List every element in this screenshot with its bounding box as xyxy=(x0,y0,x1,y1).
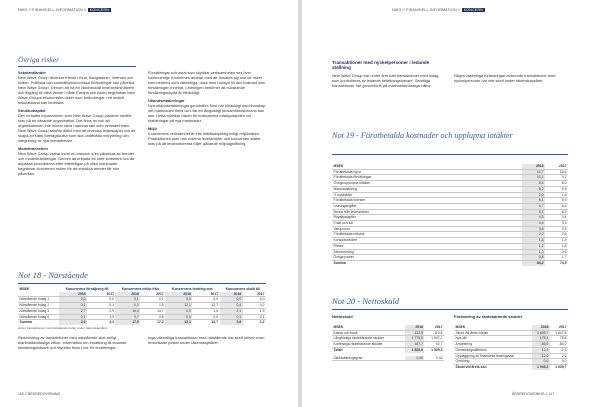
cell-value: 1,9 xyxy=(243,308,266,314)
cell-value: 5,1 xyxy=(522,198,545,204)
note-19-table xyxy=(332,164,568,266)
cell-value: 167,7 xyxy=(405,342,425,348)
cell-value: 14,7 xyxy=(522,169,545,175)
cell-value: 175,4 xyxy=(532,336,550,342)
cell-value: 0,1 xyxy=(59,303,87,309)
cell-value: 1,3 xyxy=(87,314,115,320)
note-18-table xyxy=(18,287,266,325)
debt-change-heading: Förändring av räntebärande skulder xyxy=(454,314,523,319)
cell-value: 3,8 xyxy=(522,226,545,232)
year-header: 2017 xyxy=(243,292,266,297)
net-debt-table xyxy=(332,325,444,361)
cell-value: 12,1 xyxy=(165,303,192,309)
row-label: Förutbetalda licenser xyxy=(332,198,522,204)
cell-value: 2,6 xyxy=(220,320,243,325)
year-header: 2018 xyxy=(522,164,545,169)
group-header: Koncernens fordring mot xyxy=(172,287,213,292)
cell-value: 4,4 xyxy=(522,221,545,227)
cell-value: 2,6 xyxy=(545,232,568,238)
row-label: Leasingavgifter xyxy=(332,203,522,209)
cell-value: 0,0 xyxy=(192,297,219,303)
row-label: Varuprover xyxy=(332,226,522,232)
year-header: 2017 xyxy=(424,325,444,330)
cell-value: 4,5 xyxy=(522,215,545,221)
note-18-rule xyxy=(18,283,266,284)
year-header: 2017 xyxy=(87,292,115,297)
cell-value: 0,0 xyxy=(532,359,550,365)
cell-value: 0,0 xyxy=(550,359,568,365)
paragraph xyxy=(148,98,266,123)
cell-value: 8,0 xyxy=(545,181,568,187)
cell-value: 1,9 xyxy=(545,238,568,244)
box-title: Transaktioner med nyckelpersoner i ledande ställning xyxy=(332,60,430,71)
cell-value: 0,0 xyxy=(192,314,219,320)
cell-value: 0,1 xyxy=(59,314,87,320)
row-label: Förutbetalda mässor xyxy=(332,232,522,238)
header-text: NWG // FINANSIELL INFORMATION // xyxy=(392,8,461,12)
row-label: Räntor xyxy=(332,243,522,249)
cell-value: 9,2 xyxy=(545,175,568,181)
cell-value: 2,9 xyxy=(59,320,87,325)
paragraph xyxy=(18,146,136,176)
page-footer-right: ÅRSREDOVISNING // 117 xyxy=(512,392,555,396)
row-label: Nya lån xyxy=(454,336,532,342)
cell-value: 74,5 xyxy=(559,260,567,265)
cell-value: 0,6 xyxy=(140,314,165,320)
paragraph-text: Försäkringar och avtal som skyddar verksamheten ses över kontinuerligt. Koncernen arbetar med att försäkra sig mot de risker som bedöms som väsentliga, dock med hänsyn till den kostnad som försäkringen innebär. Ledningen bedömer att nuvarande försäkringsskydd är tillräckligt. xyxy=(148,70,266,95)
cell-value: 1,2 xyxy=(522,243,545,249)
cell-value: 2,9 xyxy=(87,308,115,314)
cell-value: 0,0 xyxy=(59,297,87,303)
cell-value: 0,0 xyxy=(165,297,192,303)
paragraph xyxy=(18,70,136,105)
cell-value: 4,3 xyxy=(109,320,114,325)
right-page xyxy=(302,0,600,407)
cell-value: 2,0 xyxy=(522,192,545,198)
row-label: Förutbetalda försäkringar xyxy=(332,175,522,181)
subheading: Miljö xyxy=(148,126,157,131)
header-tag: KONCERN xyxy=(89,8,110,12)
section-title: Övriga risker xyxy=(18,55,60,64)
year-header: 2017 xyxy=(550,325,568,330)
row-label: Skuld vid årets slut xyxy=(455,364,487,369)
cell-value: 1 529,3 xyxy=(431,347,443,352)
cell-value: 2,6 xyxy=(550,353,568,359)
cell-value: 92,7 xyxy=(424,342,444,348)
cell-value: 17,2 xyxy=(157,320,164,325)
note-19-title: Not 19 - Förutbetalda kostnader och upplupna intäkter xyxy=(332,131,513,140)
cell-value: 12,9 xyxy=(532,347,550,353)
paragraph xyxy=(148,70,266,95)
cell-value: 14,7 xyxy=(140,308,165,314)
cell-value: -2,3 xyxy=(550,347,568,353)
cell-value: 0,0 xyxy=(165,308,192,314)
year-header: 2018 xyxy=(115,292,140,297)
subheading: Utlandsetableringar xyxy=(148,98,185,103)
cell-value: 6,2 xyxy=(545,209,568,215)
table-row xyxy=(332,260,568,265)
year-header: 2017 xyxy=(140,292,165,297)
header-text: NWG // FINANSIELL INFORMATION // xyxy=(18,8,87,12)
table-row xyxy=(18,320,266,325)
cell-value: 75,6 xyxy=(550,336,568,342)
cell-value: 0,45 xyxy=(405,356,425,361)
text-column-2 xyxy=(148,70,266,149)
note-18-body-right: Inga väsentliga transaktioner med närstående har skett utöver ovan redovisade poster under räkenskapsåret. xyxy=(148,335,265,345)
row-label: Bonus från leverantörer xyxy=(332,209,522,215)
left-page xyxy=(0,0,298,407)
year-header: 2018 xyxy=(532,325,550,330)
cell-value: -110,5 xyxy=(424,330,444,336)
year-header: 2018 xyxy=(220,292,243,297)
row-label: Uppläggning av finansiella leasingavtal xyxy=(454,353,532,359)
paragraph-text: Den fortsatta expansionen som New Wave Group planerat medför krav på en växande organisation. Det finns en risk att organisationen inte hinner växa i samma takt som verksamheten. New Wave Group arbetar aktivt med att utveckla ledarskapet och att skapa en stark företagskultur som ska underlätta rekrytering och integrering av nya medarbetare. xyxy=(18,113,136,143)
cell-value: 1 943,2 xyxy=(532,364,550,369)
cell-value: 13,6 xyxy=(545,169,568,175)
cell-value: 1 547,1 xyxy=(424,336,444,342)
paragraph xyxy=(18,108,136,143)
cell-value: 2,2 xyxy=(259,320,265,325)
net-debt-heading: Nettoskuld xyxy=(332,314,353,319)
row-label: Marknadsföring xyxy=(332,186,522,192)
cell-value: 12,1 xyxy=(165,320,192,325)
row-label: Kortfristiga räntebärande skulder xyxy=(332,342,405,348)
row-label: IT-kostnader xyxy=(332,192,522,198)
year-header: 2018 xyxy=(59,292,87,297)
cell-value: 0,1 xyxy=(220,314,243,320)
subheading: Sekulantländer xyxy=(18,70,46,75)
year-header: 2017 xyxy=(545,164,568,169)
cell-value: 3,9 xyxy=(545,221,568,227)
cell-value: 1 830,6 xyxy=(405,347,425,352)
row-label: Omföring xyxy=(454,359,532,365)
row-label: Omräkningsdifferens xyxy=(454,347,532,353)
cell-value: 0,7 xyxy=(115,314,140,320)
row-label: Övriga upplupna intäkter xyxy=(332,181,522,187)
row-label: Amortering xyxy=(454,342,532,348)
page-footer-left: 116 // ÅRSREDOVISNING xyxy=(18,392,61,396)
cell-value: 2,1 xyxy=(220,308,243,314)
cell-value: 0,1 xyxy=(243,314,266,320)
paragraph-text: New Wave Group tillverkar främst i Kina, Bangladesh, Vietnam och Indien. Politiska och samhällsekonomiska förändringar kan påverka New Wave Group. Genom att ha ett välutvecklat leverantörsnätverk och tillgång till olika länder i både Europa och Asien begränsas New Wave Groups ekonomiska risker som förändringar i ett enskilt sekulantland kan innebära. xyxy=(18,75,135,105)
cell-value: 1,0 xyxy=(192,308,219,314)
row-label: Totalt xyxy=(333,347,343,352)
cell-value: 6,5 xyxy=(545,186,568,192)
cell-value: 0,0 xyxy=(220,297,243,303)
cell-value: 12,0 xyxy=(532,353,550,359)
row-label: Summa xyxy=(333,260,346,265)
unit-label: MSEK xyxy=(19,287,30,291)
row-label: Abonnemang xyxy=(332,249,522,255)
year-header: 2018 xyxy=(405,325,425,330)
cell-value: 4,7 xyxy=(522,203,545,209)
cell-value: 1,8 xyxy=(545,243,568,249)
cell-value: 0,8 xyxy=(522,255,545,261)
cell-value: 12,7 xyxy=(192,303,219,309)
paragraph-text: New Wave Group verkar inom en bransch som påverkas av trender och modeförändringar. Genom att erbjuda ett brett sortiment och att anpassa produkterna efter efterfrågan på olika marknader begränsar koncernen risken för att enskilda trender får stor påverkan. xyxy=(18,151,135,176)
cell-value: 0,0 xyxy=(165,314,192,320)
note-18-body-left: Redovisning av transaktioner med närstående sker enligt marknadsmässiga villkor. Information om ersättning till ledande befattningshavare och styrelse finns i not för ersättningar. xyxy=(18,335,127,350)
unit-label: MSEK xyxy=(454,325,532,330)
row-label: Kassa och bank xyxy=(332,330,405,336)
row-label: Skuldsättningsgrad xyxy=(332,356,405,361)
paragraph xyxy=(148,126,266,146)
cell-value: -56,9 xyxy=(532,342,550,348)
year-header: 2017 xyxy=(192,292,219,297)
cell-value: 0,2 xyxy=(243,303,266,309)
cell-value: 84,2 xyxy=(522,260,545,265)
cell-value: 0,6 xyxy=(545,249,568,255)
row-label: Övriga poster xyxy=(332,255,522,261)
cell-value: 1,0 xyxy=(522,249,545,255)
row-label: Närstående bolag 4 xyxy=(18,314,59,320)
cell-value: -84,0 xyxy=(550,342,568,348)
cell-value: 10,1 xyxy=(522,175,545,181)
cell-value: 17,5 xyxy=(115,320,140,325)
page-header-left xyxy=(18,8,111,12)
row-label: Närstående bolag 2 xyxy=(18,303,59,309)
cell-value: 13,7 xyxy=(211,320,219,325)
debt-change-table xyxy=(454,325,568,370)
cell-value: 1,6 xyxy=(545,192,568,198)
row-label: Långfristiga räntebärande skulder xyxy=(332,336,405,342)
cell-value: 0,3 xyxy=(115,303,140,309)
cell-value: -112,5 xyxy=(405,330,425,336)
cell-value: 8,4 xyxy=(522,181,545,187)
subheading: Strukturkapital xyxy=(18,108,46,113)
cell-value: 2,7 xyxy=(59,308,87,314)
cell-value: 0,42 xyxy=(424,356,444,361)
note-18-footnote: Avser transaktioner med närstående bolag under räkenskapsåret. xyxy=(18,326,108,330)
cell-value: 0,4 xyxy=(220,303,243,309)
row-label: Konsultarvoden xyxy=(332,238,522,244)
row-label: Förutbetalda hyror xyxy=(332,169,522,175)
note-19-rule xyxy=(332,154,568,155)
cell-value: 1 639,7 xyxy=(555,364,567,369)
group-header: Koncernens inköp från xyxy=(121,287,159,292)
paragraph-text: Koncernens verksamhet är inte tillståndspliktig enligt miljöbalken. Produktionen sker hos externa leverantörer och koncernen ställer krav på att leverantörerna följer gällande miljölagstiftning. xyxy=(148,131,261,146)
paragraph-text: Nya utlandsetableringar genomförs först när tillräckligt med kunskap om marknaden finns och när ett långsiktigt lönsamhetsscenario kan ses. Detta minskar risken för kostsamma misslyckanden vid etableringar på nya marknader. xyxy=(148,103,266,123)
cell-value: 1 639,7 xyxy=(532,330,550,336)
cell-value: 4,4 xyxy=(545,203,568,209)
cell-value: 3,5 xyxy=(545,226,568,232)
box-text-left: New Wave Group har under året haft transaktioner med bolag som kontrolleras av ledande befattningshavare. Samtliga transaktioner har genomförts på marknadsmässiga villkor. xyxy=(332,73,439,88)
cell-value: 0,1 xyxy=(87,303,115,309)
cell-value: 5,9 xyxy=(545,198,568,204)
cell-value: 1 775,5 xyxy=(405,336,425,342)
subheading: Modebranschen xyxy=(18,146,48,151)
unit-label: MSEK xyxy=(332,325,405,330)
table-row xyxy=(454,364,568,369)
row-label: Närstående bolag 3 xyxy=(18,308,59,314)
cell-value: 8,2 xyxy=(522,186,545,192)
cell-value: 0,0 xyxy=(243,297,266,303)
page-header-right xyxy=(392,8,485,12)
cell-value: 1,7 xyxy=(545,255,568,261)
cell-value: 3,6 xyxy=(545,215,568,221)
text-column-1 xyxy=(18,70,136,179)
cell-value: 4,7 xyxy=(522,209,545,215)
note-20-title: Not 20 - Nettoskuld xyxy=(332,296,400,306)
year-header: 2018 xyxy=(165,292,192,297)
note-20-rule xyxy=(332,309,568,310)
group-header: Koncernens skuld till xyxy=(225,287,260,292)
cell-value: 0,1 xyxy=(140,297,165,303)
cell-value: 1,8 xyxy=(140,303,165,309)
row-label: Närstående bolag 1 xyxy=(18,297,59,303)
row-label: Royaltyavgifter xyxy=(332,215,522,221)
row-label: Skuld vid årets början xyxy=(454,330,532,336)
box-text-right: Några väsentliga förändringar avseende transaktioner med nyckelpersoner har inte skett under räkenskapsåret. xyxy=(454,73,556,83)
section-rule xyxy=(18,66,136,67)
cell-value: 0,1 xyxy=(115,297,140,303)
header-tag: KONCERN xyxy=(463,8,484,12)
row-label: Summa xyxy=(19,320,32,325)
group-header: Koncernens försäljning till xyxy=(65,287,109,292)
cell-value: 1,8 xyxy=(522,238,545,244)
row-label: Frakt och tull xyxy=(332,221,522,227)
unit-label: MSEK xyxy=(332,164,522,169)
cell-value: 16,4 xyxy=(115,308,140,314)
cell-value: 0,0 xyxy=(87,297,115,303)
cell-value: 2,2 xyxy=(522,232,545,238)
note-18-title: Not 18 - Närstående xyxy=(18,270,88,280)
cell-value: 1 647,8 xyxy=(550,330,568,336)
